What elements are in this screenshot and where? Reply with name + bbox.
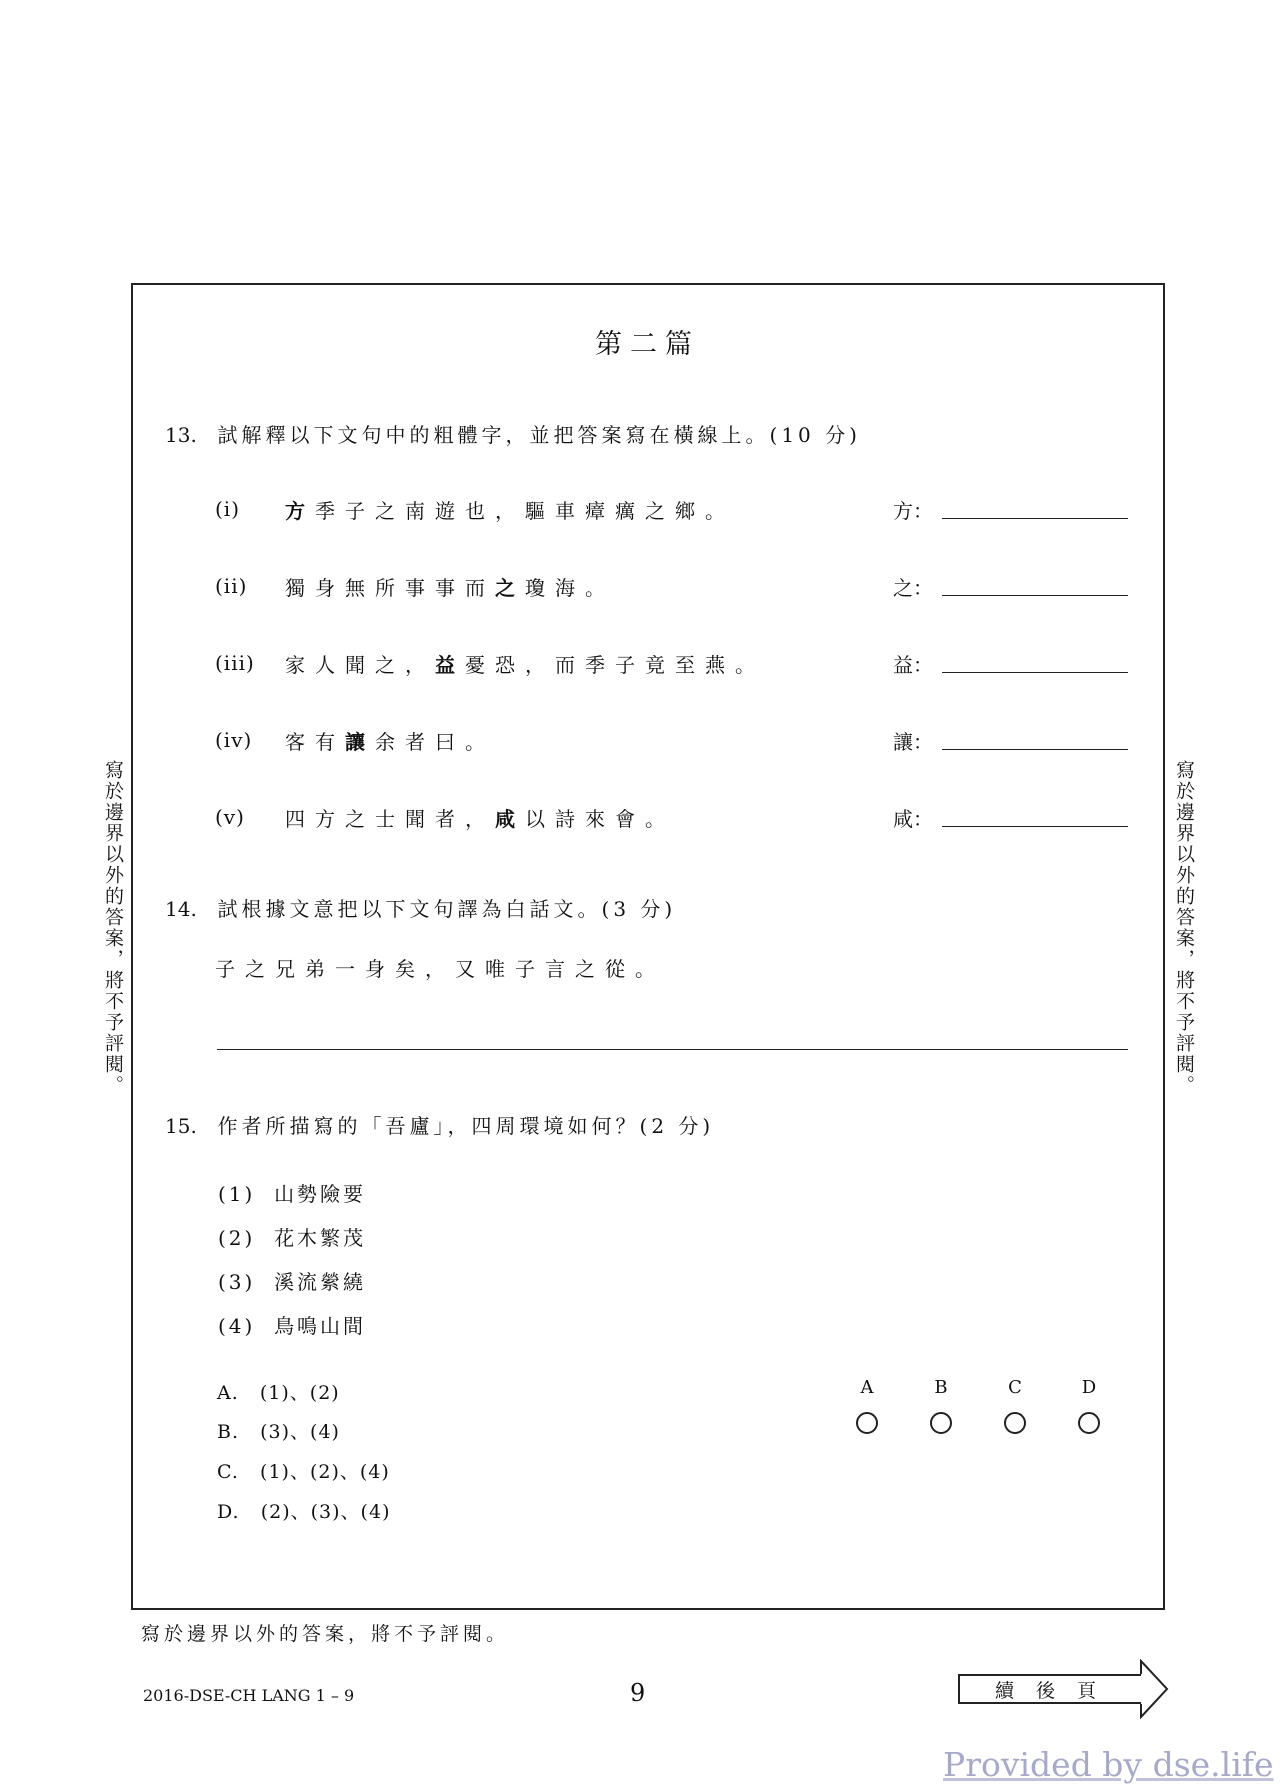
- q13-item-3-bold: 益: [435, 653, 465, 677]
- q13-item-2-answer-line[interactable]: [942, 595, 1128, 596]
- q15-number: 15.: [165, 1114, 197, 1138]
- q13-item-5-bold: 咸: [495, 807, 525, 831]
- page-number: 9: [630, 1679, 646, 1707]
- q14-sentence: 子之兄弟一身矣，又唯子言之從。: [215, 957, 665, 981]
- q13-item-5-before: 四方之士聞者，: [285, 807, 495, 831]
- q13-item-5-answer-line[interactable]: [942, 826, 1128, 827]
- q15-choice-c: [217, 1457, 390, 1484]
- q13-item-4-label: 讓：: [893, 730, 933, 754]
- q15-statement-2-text: 花木繁茂: [274, 1226, 367, 1250]
- q13-item-4-before: 客有: [285, 730, 345, 754]
- q13-item-5-label: 咸：: [893, 807, 933, 831]
- q13-item-3-after: 憂恐，而季子竟至燕。: [465, 653, 765, 677]
- bubble-label-c: C: [1008, 1377, 1022, 1398]
- q13-item-5-sentence: [285, 803, 675, 832]
- q13-item-1-sentence: [285, 495, 735, 524]
- left-margin-note: 寫於邊界以外的答案，將不予評閱。: [102, 760, 124, 1096]
- q13-item-3-numeral: (iii): [215, 651, 255, 675]
- q13-prompt: [165, 419, 861, 448]
- continue-arrow-icon: [1139, 1659, 1169, 1719]
- q15-choice-a-text: (1)、(2): [259, 1382, 340, 1404]
- answer-bubble-d[interactable]: [1078, 1412, 1100, 1434]
- q15-choice-a: [217, 1378, 340, 1405]
- q13-item-4-bold: 讓: [345, 730, 375, 754]
- answer-bubble-b[interactable]: [930, 1412, 952, 1434]
- q15-statement-4-text: 鳥鳴山間: [274, 1314, 367, 1338]
- q13-item-1-answer-line[interactable]: [942, 518, 1128, 519]
- q13-item-3-before: 家人聞之，: [285, 653, 435, 677]
- q13-text: 試解釋以下文句中的粗體字，並把答案寫在橫線上。(10 分): [217, 423, 861, 447]
- q14-prompt: [165, 893, 676, 922]
- bubble-label-b: B: [934, 1377, 948, 1398]
- q15-statement-2-num: (2): [218, 1226, 256, 1250]
- section-title: 第二篇: [595, 329, 700, 360]
- q13-item-3-label: 益：: [893, 653, 933, 677]
- q15-statement-4-num: (4): [218, 1314, 256, 1338]
- q13-item-2-bold: 之: [495, 576, 525, 600]
- q15-statement-1-text: 山勢險要: [274, 1182, 367, 1206]
- answer-area-border: [131, 283, 1165, 1610]
- q14-answer-line[interactable]: [217, 1049, 1128, 1050]
- q15-prompt: [165, 1110, 714, 1139]
- q15-statement-3: [218, 1266, 366, 1295]
- q15-statement-3-text: 溪流縈繞: [274, 1270, 367, 1294]
- q13-item-3-sentence: [285, 649, 765, 678]
- q13-item-3-answer-line[interactable]: [942, 672, 1128, 673]
- q15-statement-3-num: (3): [218, 1270, 256, 1294]
- answer-bubble-a[interactable]: [856, 1412, 878, 1434]
- q14-number: 14.: [165, 897, 197, 921]
- q13-item-1-after: 季子之南遊也，驅車瘴癘之鄉。: [315, 499, 735, 523]
- q13-item-2-before: 獨身無所事事而: [285, 576, 495, 600]
- q15-choice-d-letter: D.: [217, 1501, 240, 1523]
- q15-choice-c-letter: C.: [217, 1461, 239, 1483]
- q15-choice-a-letter: A.: [217, 1382, 239, 1404]
- q15-statement-2: [218, 1222, 366, 1251]
- watermark: Provided by dse.life: [943, 1745, 1274, 1784]
- q13-item-1-label: 方：: [893, 499, 933, 523]
- q13-item-2-label: 之：: [893, 576, 933, 600]
- q13-item-2-numeral: (ii): [215, 574, 248, 598]
- q13-item-1-numeral: (i): [215, 497, 241, 521]
- q15-text: 作者所描寫的「吾廬」，四周環境如何？(2 分): [217, 1114, 715, 1138]
- q13-item-2-after: 瓊海。: [525, 576, 615, 600]
- q13-item-1-bold: 方: [285, 499, 315, 523]
- bubble-label-a: A: [860, 1377, 874, 1398]
- q14-text: 試根據文意把以下文句譯為白話文。(3 分): [217, 897, 677, 921]
- q13-item-4-numeral: (iv): [215, 728, 253, 752]
- q13-item-4-after: 余者曰。: [375, 730, 495, 754]
- q15-choice-b: [217, 1417, 340, 1444]
- footer-note: 寫於邊界以外的答案，將不予評閱。: [141, 1623, 510, 1645]
- q13-item-5-numeral: (v): [215, 805, 245, 829]
- paper-code: 2016-DSE-CH LANG 1 – 9: [143, 1686, 355, 1705]
- answer-bubble-c[interactable]: [1004, 1412, 1026, 1434]
- q15-choice-d: [217, 1497, 390, 1524]
- q15-statement-4: [218, 1310, 366, 1339]
- bubble-label-d: D: [1081, 1377, 1097, 1398]
- q15-statement-1-num: (1): [218, 1182, 256, 1206]
- q15-choice-d-text: (2)、(3)、(4): [260, 1501, 391, 1523]
- q15-statement-1: [218, 1178, 366, 1207]
- q13-number: 13.: [165, 423, 197, 447]
- continue-label: 續後頁: [995, 1680, 1119, 1702]
- q15-choice-b-letter: B.: [217, 1421, 240, 1443]
- q15-choice-b-text: (3)、(4): [260, 1421, 340, 1443]
- right-margin-note: 寫於邊界以外的答案，將不予評閱。: [1173, 760, 1195, 1096]
- q13-item-2-sentence: [285, 572, 615, 601]
- q15-choice-c-text: (1)、(2)、(4): [260, 1461, 390, 1483]
- q13-item-4-sentence: [285, 726, 495, 755]
- q13-item-5-after: 以詩來會。: [525, 807, 675, 831]
- q13-item-4-answer-line[interactable]: [942, 749, 1128, 750]
